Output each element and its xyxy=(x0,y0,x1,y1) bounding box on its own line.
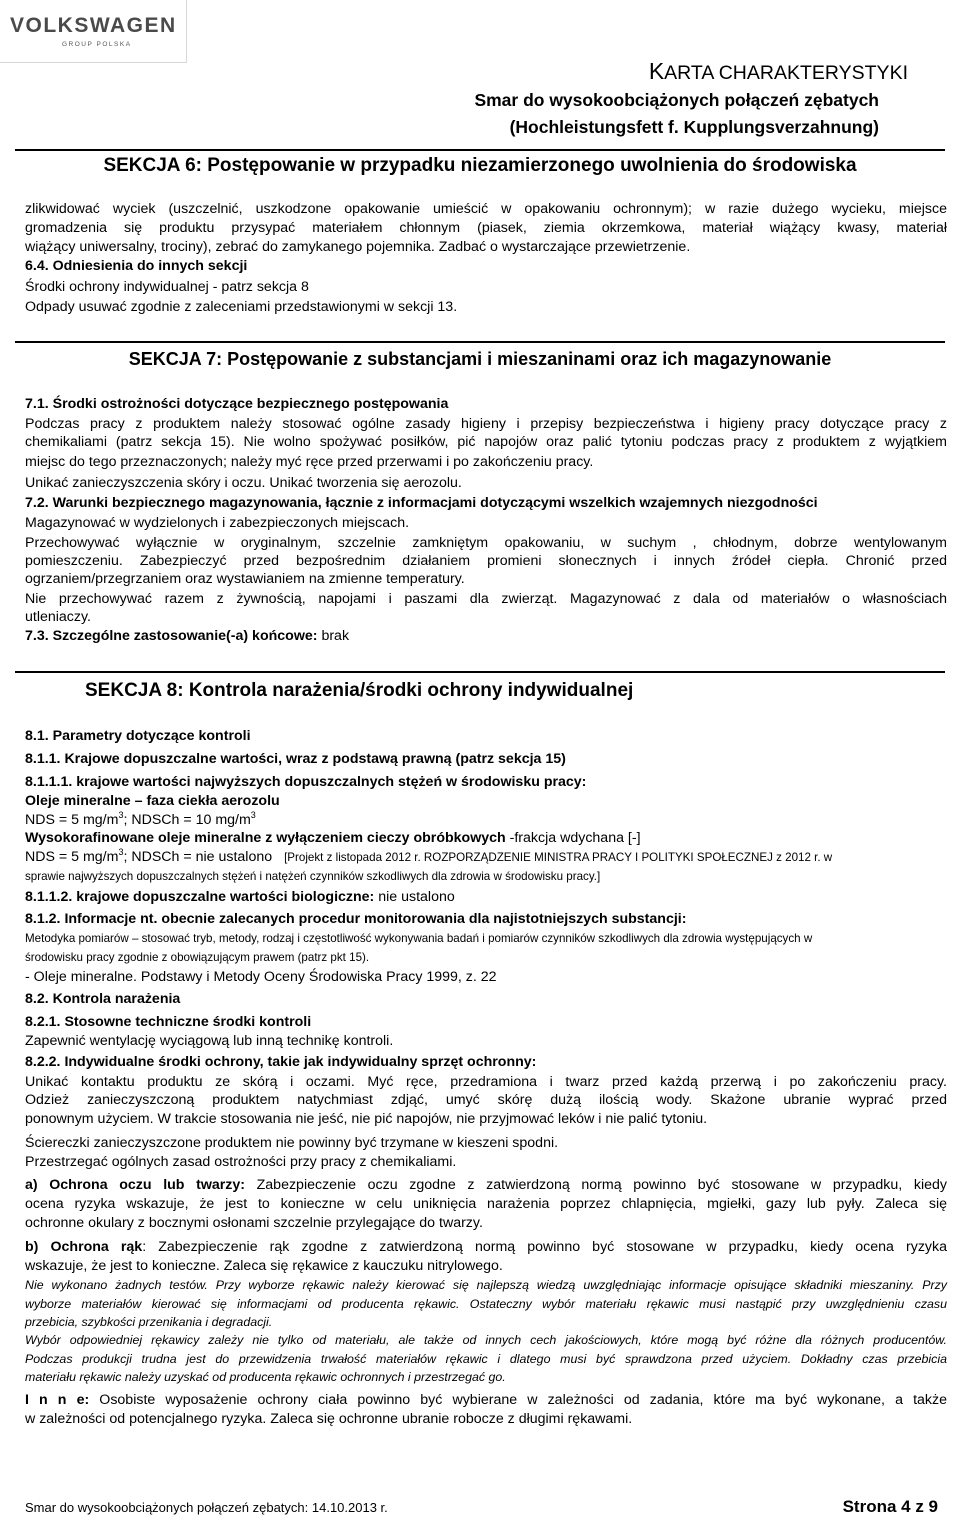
subsection-value: brak xyxy=(317,628,350,644)
paragraph-line: utleniaczy. xyxy=(25,609,91,625)
section-divider xyxy=(15,149,945,151)
page-number: Strona 4 z 9 xyxy=(842,1497,938,1516)
hand-protection-text: : Zabezpieczenie rąk zgodne z zatwierdzoną normą powinno być stosowane w przypadku, kiedy ocena ryzyka xyxy=(142,1239,947,1255)
paragraph-line: gromadzenia się produktu przysypać materiałem chłonnym (piasek, ziemia okrzemkowa, materiał wiążący kwasy, materiał xyxy=(25,220,947,236)
product-name: Smar do wysokoobciążonych połączeń zębatych xyxy=(474,90,879,110)
subsection-heading: 7.3. Szczególne zastosowanie(-a) końcowe: xyxy=(25,628,318,644)
paragraph-line: ocena ryzyka wskazuje, że jest to konieczne w celu uniknięcia narażenia poprzez chlapnięcia, mgiełki, gazy lub pyły. Zaleca się xyxy=(25,1196,947,1212)
paragraph-line: Przestrzegać ogólnych zasad ostrożności przy pracy z chemikaliami. xyxy=(25,1154,457,1170)
paragraph-line: Ściereczki zanieczyszczone produktem nie powinny być trzymane w kieszeni spodni. xyxy=(25,1135,559,1151)
paragraph-line: wiążący uniwersalny, trociny), zebrać do zamykanego pojemnika. Zadbać o wystarczające przewietrzenie. xyxy=(25,239,691,255)
paragraph-line: Nie przechowywać razem z żywnością, napojami i paszami dla zwierząt. Magazynować z dala od materiałów o własnościach xyxy=(25,591,947,607)
paragraph-line: Odzież zanieczyszczoną produktem natychmiast zdjąć, umyć skórę dużą ilością wody. Skażone ubranie wyprać przed xyxy=(25,1092,947,1108)
paragraph-line: Podczas pracy z produktem należy stosować ogólne zasady higieny i przepisy bezpieczeństwa i higieny pracy dotyczące pracy z xyxy=(25,416,947,432)
paragraph-line: ochronne okulary z bocznymi osłonami szczelnie przylegające do twarzy. xyxy=(25,1215,483,1231)
subsection-heading: 7.2. Warunki bezpiecznego magazynowania, łącznie z informacjami dotyczącymi wszelkich wzajemnych niezgodności xyxy=(25,495,818,511)
section-divider xyxy=(15,671,945,673)
other-protection-line xyxy=(25,1391,947,1410)
exposure-limit xyxy=(25,811,256,830)
limit-text: NDS = 5 mg/m xyxy=(25,812,119,828)
substance-fraction: -frakcja wdychana [-] xyxy=(505,830,641,846)
subsection-8-1-1-2 xyxy=(25,888,455,907)
paragraph-line: Unikać zanieczyszczenia skóry i oczu. Unikać tworzenia się aerozolu. xyxy=(25,475,462,491)
eye-protection-line xyxy=(25,1176,947,1195)
section-8-title: SEKCJA 8: Kontrola narażenia/środki ochrony indywidualnej xyxy=(85,680,634,701)
paragraph-line: Środki ochrony indywidualnej - patrz sekcja 8 xyxy=(25,279,309,295)
paragraph-line: wskazuje, że jest to konieczne. Zaleca się rękawice z kauczuku nitrylowego. xyxy=(25,1258,503,1274)
subsection-heading: 8.1.2. Informacje nt. obecnie zalecanych procedur monitorowania dla najistotniejszych substancji: xyxy=(25,911,687,927)
hand-protection-line xyxy=(25,1238,947,1257)
paragraph-line: - Oleje mineralne. Podstawy i Metody Oceny Środowiska Pracy 1999, z. 22 xyxy=(25,969,497,985)
paragraph-line: chemikaliami (patrz sekcja 15). Nie wolno spożywać posiłków, pić napojów oraz palić tytoniu podczas pracy z produktem z wyjątkiem xyxy=(25,434,947,450)
limit-text: ; NDSCh = nie ustalono xyxy=(123,849,273,865)
logo-subtitle: GROUP POLSKA xyxy=(62,41,132,48)
subsection-heading: 7.1. Środki ostrożności dotyczące bezpiecznego postępowania xyxy=(25,396,449,412)
logo-wordmark: VOLKSWAGEN xyxy=(10,14,177,37)
hand-protection-heading: b) Ochrona rąk xyxy=(25,1239,143,1255)
substance-name: Wysokorafinowane oleje mineralne z wyłączeniem cieczy obróbkowych xyxy=(25,830,506,846)
subsection-heading: 6.4. Odniesienia do innych sekcji xyxy=(25,258,248,274)
italic-note-line: przebicia, szybkości przenikania i degradacji. xyxy=(25,1315,273,1329)
paragraph-line: środowisku pracy zgodnie z obowiązującym prawem (patrz pkt 15). xyxy=(25,951,370,964)
company-logo xyxy=(0,0,187,63)
other-protection-text: Osobiste wyposażenie ochrony ciała powinno być wybierane w zależności od zadania, które ma być wykonane, a także xyxy=(89,1392,947,1408)
subsection-heading: 8.1. Parametry dotyczące kontroli xyxy=(25,728,251,744)
paragraph-line: miejsc do tego przeznaczonych; należy myć ręce przed przerwami i po zakończeniu pracy. xyxy=(25,454,594,470)
subsection-heading: 8.2. Kontrola narażenia xyxy=(25,991,181,1007)
subsection-heading: 8.1.1.1. krajowe wartości najwyższych dopuszczalnych stężeń w środowisku pracy: xyxy=(25,774,587,790)
footer-document-info: Smar do wysokoobciążonych połączeń zębatych: 14.10.2013 r. xyxy=(25,1500,388,1515)
document-title: KARTA CHARAKTERYSTYKI xyxy=(648,58,908,84)
paragraph-line: pomieszczeniu. Zabezpieczyć przed bezpośrednim działaniem promieni słonecznych i innych źródeł ciepła. Chronić przed xyxy=(25,553,947,569)
paragraph-line: Zapewnić wentylację wyciągową lub inną technikę kontroli. xyxy=(25,1033,394,1049)
subsection-heading: 8.1.1.2. krajowe dopuszczalne wartości biologiczne: xyxy=(25,889,375,905)
subsection-7-3 xyxy=(25,627,349,646)
eye-protection-heading: a) Ochrona oczu lub twarzy: xyxy=(25,1177,245,1193)
paragraph-line: w zależności od potencjalnego ryzyka. Zaleca się ochronne ubranie robocze z długimi rękawami. xyxy=(25,1411,633,1427)
superscript: 3 xyxy=(118,847,124,857)
limit-text: ; NDSCh = 10 mg/m xyxy=(123,812,251,828)
subsection-value: nie ustalono xyxy=(374,889,455,905)
paragraph-line: zlikwidować wyciek (uszczelnić, uszkodzone opakowanie umieścić w opakowaniu ochronnym); w razie dużego wycieku, miejsce xyxy=(25,201,947,217)
paragraph-line: Metodyka pomiarów – stosować tryb, metody, rodzaj i częstotliwość wykonywania badań i pomiarów czynników szkodliwych dla zdrowia występujących w xyxy=(25,932,813,945)
subsection-heading: 8.2.1. Stosowne techniczne środki kontroli xyxy=(25,1014,312,1030)
paragraph-line: ogrzaniem/przegrzaniem oraz wystawianiem na zmienne temperatury. xyxy=(25,571,465,587)
subsection-heading: 8.1.1. Krajowe dopuszczalne wartości, wraz z podstawą prawną (patrz sekcja 15) xyxy=(25,751,566,767)
limit-text: NDS = 5 mg/m xyxy=(25,849,119,865)
paragraph-line: Unikać kontaktu produktu ze skórą i oczami. Myć ręce, przedramiona i twarz przed każdą przerwą i po zakończeniu pracy. xyxy=(25,1074,947,1090)
legal-reference: sprawie najwyższych dopuszczalnych stężeń i natężeń czynników szkodliwych dla zdrowia w środowisku pracy.] xyxy=(25,870,601,883)
paragraph-line: Przechowywać wyłącznie w oryginalnym, szczelnie zamkniętym opakowaniu, w suchym , chłodnym, dobrze wentylowanym xyxy=(25,535,947,551)
superscript: 3 xyxy=(250,810,256,820)
substance-line xyxy=(25,829,641,848)
exposure-limit xyxy=(25,848,832,867)
product-name-german: (Hochleistungsfett f. Kupplungsverzahnung) xyxy=(509,117,879,137)
italic-note-line: Podczas produkcji trudna jest do przewidzenia trwałość materiałów rękawic i dlatego musi być sprawdzona przed użyciem. Dokładny czas przebicia xyxy=(25,1352,947,1366)
legal-reference: [Projekt z listopada 2012 r. ROZPORZĄDZENIE MINISTRA PRACY I POLITYKI SPOŁECZNEJ z 2012 r. w xyxy=(284,851,833,864)
italic-note-line: wyborze materiałów kierować się informacjami od producenta rękawic. Ostateczny wybór materiału rękawic musi nastąpić przy uwzględnieniu czasu xyxy=(25,1297,947,1311)
paragraph-line: Odpady usuwać zgodnie z zaleceniami przedstawionymi w sekcji 13. xyxy=(25,299,458,315)
section-6-title: SEKCJA 6: Postępowanie w przypadku niezamierzonego uwolnienia do środowiska xyxy=(103,155,857,176)
subsection-heading: 8.2.2. Indywidualne środki ochrony, takie jak indywidualny sprzęt ochronny: xyxy=(25,1054,537,1070)
eye-protection-text: Zabezpieczenie oczu zgodne z zatwierdzoną normą powinno być stosowane w przypadku, kiedy xyxy=(244,1177,947,1193)
italic-note-line: Nie wykonano żadnych testów. Przy wyborze rękawic należy kierować się najlepszą wiedzą uwzględniając informacje opisujące składniki mieszaniny. Przy xyxy=(25,1278,947,1292)
superscript: 3 xyxy=(118,810,124,820)
paragraph-line: ponownym użyciem. W trakcie stosowania nie jeść, nie pić napojów, nie przyjmować leków i nie palić tytoniu. xyxy=(25,1111,708,1127)
italic-note-line: materiału rękawic należy uzyskać od producenta rękawic ochronnych i przestrzegać go. xyxy=(25,1370,506,1384)
section-divider xyxy=(15,341,945,343)
other-protection-heading: I n n e: xyxy=(25,1392,90,1408)
italic-note-line: Wybór odpowiedniej rękawicy zależy nie tylko od materiału, ale także od innych cech jakościowych, które mogą być różne dla różnych producentów. xyxy=(25,1333,947,1347)
substance-name: Oleje mineralne – faza ciekła aerozolu xyxy=(25,793,280,809)
section-7-title: SEKCJA 7: Postępowanie z substancjami i mieszaninami oraz ich magazynowanie xyxy=(128,349,832,369)
paragraph-line: Magazynować w wydzielonych i zabezpieczonych miejscach. xyxy=(25,515,410,531)
